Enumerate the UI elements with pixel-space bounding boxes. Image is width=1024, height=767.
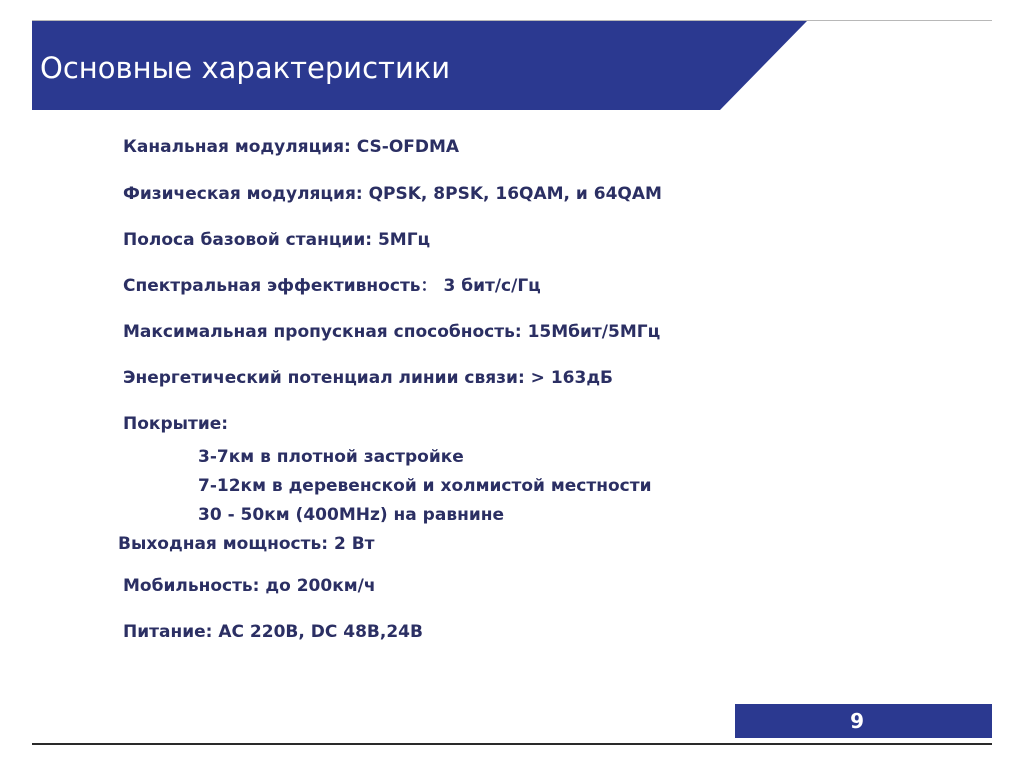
bottom-rule [32,743,992,745]
page-number: 9 [850,709,864,733]
spec-output-power: Выходная мощность: 2 Вт [118,534,375,554]
spec-throughput: Максимальная пропускная способность: 15Мбит/5МГц [123,322,661,342]
spec-coverage-plain: 30 - 50км (400MHz) на равнине [198,505,505,525]
spec-physical-modulation: Физическая модуляция: QPSK, 8PSK, 16QAM, и 64QAM [123,184,662,204]
spec-channel-modulation: Канальная модуляция: CS-OFDMA [123,137,460,157]
spec-coverage-rural: 7-12км в деревенской и холмистой местности [198,476,652,496]
spec-link-budget: Энергетический потенциал линии связи: > 163дБ [123,368,614,388]
page-number-box [735,704,992,738]
spec-coverage-heading: Покрытие: [123,414,229,434]
spec-spectral-efficiency: Спектральная эффективность： 3 бит/с/Гц [123,276,541,296]
slide-title: Основные характеристики [40,51,451,85]
spec-bandwidth: Полоса базовой станции: 5МГц [123,230,431,250]
spec-coverage-urban: 3-7км в плотной застройке [198,447,464,467]
spec-mobility: Мобильность: до 200км/ч [123,576,376,596]
spec-power-supply: Питание: AC 220В, DC 48В,24В [123,622,423,642]
